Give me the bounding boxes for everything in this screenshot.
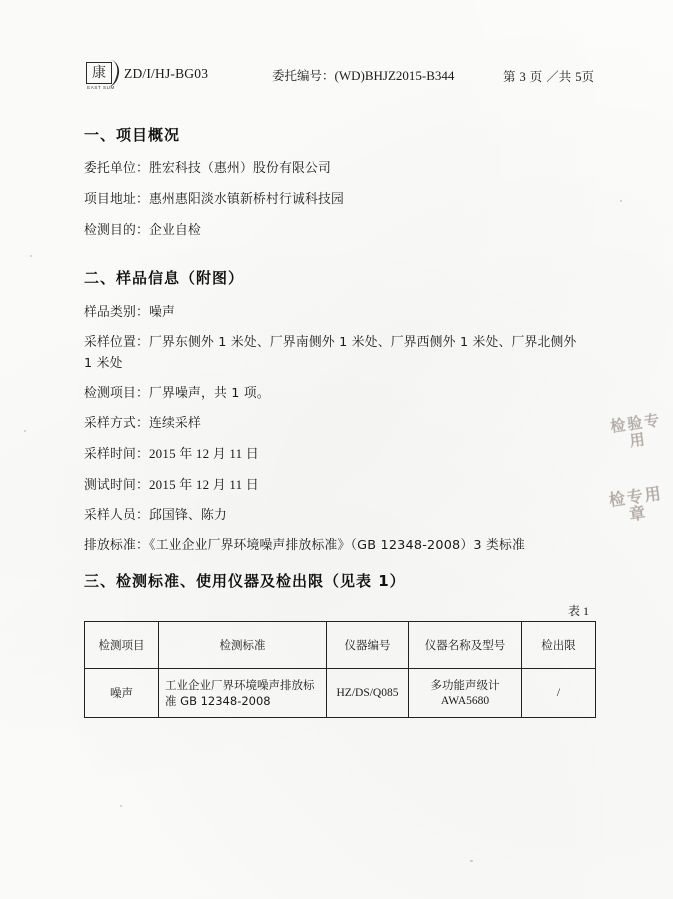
sample-value-1: 厂界东侧外 1 米处、厂界南侧外 1 米处、厂界西侧外 1 米处、厂界北侧外: [148, 335, 577, 350]
overview-block: [84, 160, 344, 253]
table-row: [85, 669, 596, 718]
standards-table-wrap: [84, 602, 595, 718]
sample-row: [84, 304, 604, 321]
cell-instrument-name-line1: 多功能声级计: [430, 677, 500, 692]
sample-block: [84, 304, 604, 567]
page-prefix: 第: [503, 69, 516, 84]
sample-value-4: 连续采样: [148, 416, 201, 431]
sample-label-3: 检测项目：: [84, 386, 149, 401]
sample-row: [84, 385, 604, 402]
overview-value-2: 企业自检: [148, 223, 201, 238]
section-title-overview: 一、项目概况: [84, 126, 181, 144]
overview-row: [84, 191, 344, 208]
sample-row: [84, 537, 604, 554]
scan-speck: [470, 860, 473, 862]
sample-label-0: 样品类别：: [84, 305, 149, 320]
overview-label-0: 委托单位：: [84, 161, 149, 176]
stamp-top: 检验专用: [609, 410, 663, 451]
page-number: [503, 67, 594, 85]
sample-row: [84, 507, 604, 524]
scan-speck: [620, 200, 622, 202]
page-current: 3: [519, 70, 526, 84]
overview-row: [84, 160, 344, 177]
sample-value-6: 2015 年 12 月 11 日: [148, 477, 259, 492]
overview-label-1: 项目地址：: [84, 192, 149, 207]
page-mid: 页 ／共: [529, 69, 572, 84]
cell-instrument-name-line2: AWA5680: [440, 694, 490, 707]
document-header: [84, 62, 594, 96]
col-header-instrument-no: 仪器编号: [327, 622, 409, 669]
section-title-standards: 三、检测标准、使用仪器及检出限（见表 1）: [84, 572, 406, 590]
logo-subtext: EAST SUM: [87, 85, 115, 90]
sample-value-8: 《工业企业厂界环境噪声排放标准》（GB 12348-2008）3 类标准: [148, 538, 525, 553]
sample-row: [84, 476, 604, 494]
company-logo-icon: [84, 62, 118, 94]
cell-standard-line1: 工业企业厂界环境噪声排放标: [165, 678, 315, 692]
document-content: [84, 62, 594, 708]
document-code: ZD/I/HJ-BG03: [124, 66, 209, 81]
col-header-item: 检测项目: [85, 622, 159, 669]
sample-label-7: 采样人员：: [84, 508, 149, 523]
sample-label-6: 测试时间：: [84, 478, 149, 493]
col-header-standard: 检测标准: [159, 622, 327, 669]
table-caption: 表 1: [567, 604, 589, 618]
cell-detection-limit: /: [522, 669, 596, 718]
entrust-label: 委托编号：: [272, 68, 335, 83]
col-header-detection-limit: 检出限: [522, 622, 596, 669]
entrust-number: [272, 66, 454, 84]
sample-row: [84, 334, 604, 351]
sample-label-5: 采样时间：: [84, 447, 149, 462]
cell-item: 噪声: [85, 669, 159, 718]
scan-speck: [120, 805, 122, 807]
scan-speck: [24, 430, 26, 432]
sample-value-2: 1 米处: [84, 356, 123, 371]
sample-value-3: 厂界噪声，共 1 项。: [148, 386, 270, 401]
sample-label-4: 采样方式：: [84, 416, 149, 431]
sample-row: [84, 445, 604, 463]
entrust-value: (WD)BHJZ2015-B344: [334, 68, 455, 83]
overview-value-0: 胜宏科技（惠州）股份有限公司: [148, 161, 331, 176]
sample-label-8: 排放标准：: [84, 538, 149, 553]
sample-label-1: 采样位置：: [84, 335, 149, 350]
sample-row: [84, 415, 604, 432]
cell-standard: [159, 669, 327, 718]
section-title-sample: 二、样品信息（附图）: [84, 269, 245, 287]
page-total: 5: [575, 70, 582, 84]
page-suffix: 页: [581, 69, 594, 84]
overview-row: [84, 222, 344, 239]
cell-instrument-no: HZ/DS/Q085: [327, 669, 409, 718]
col-header-instrument-name: 仪器名称及型号: [409, 622, 522, 669]
cell-standard-line2: 准 GB 12348-2008: [165, 694, 271, 708]
table-header-row: [85, 622, 596, 669]
overview-value-1: 惠州惠阳淡水镇新桥村行诚科技园: [148, 192, 344, 207]
scan-speck: [30, 255, 32, 257]
sample-value-7: 邱国锋、陈力: [148, 508, 227, 523]
stamp-bottom: 检专用章: [607, 483, 664, 525]
cell-instrument-name: [409, 669, 522, 718]
sample-value-5: 2015 年 12 月 11 日: [148, 446, 259, 461]
standards-table: [84, 621, 596, 718]
sample-row-continued: [84, 355, 604, 372]
overview-label-2: 检测目的：: [84, 223, 149, 238]
sample-value-0: 噪声: [148, 305, 175, 320]
